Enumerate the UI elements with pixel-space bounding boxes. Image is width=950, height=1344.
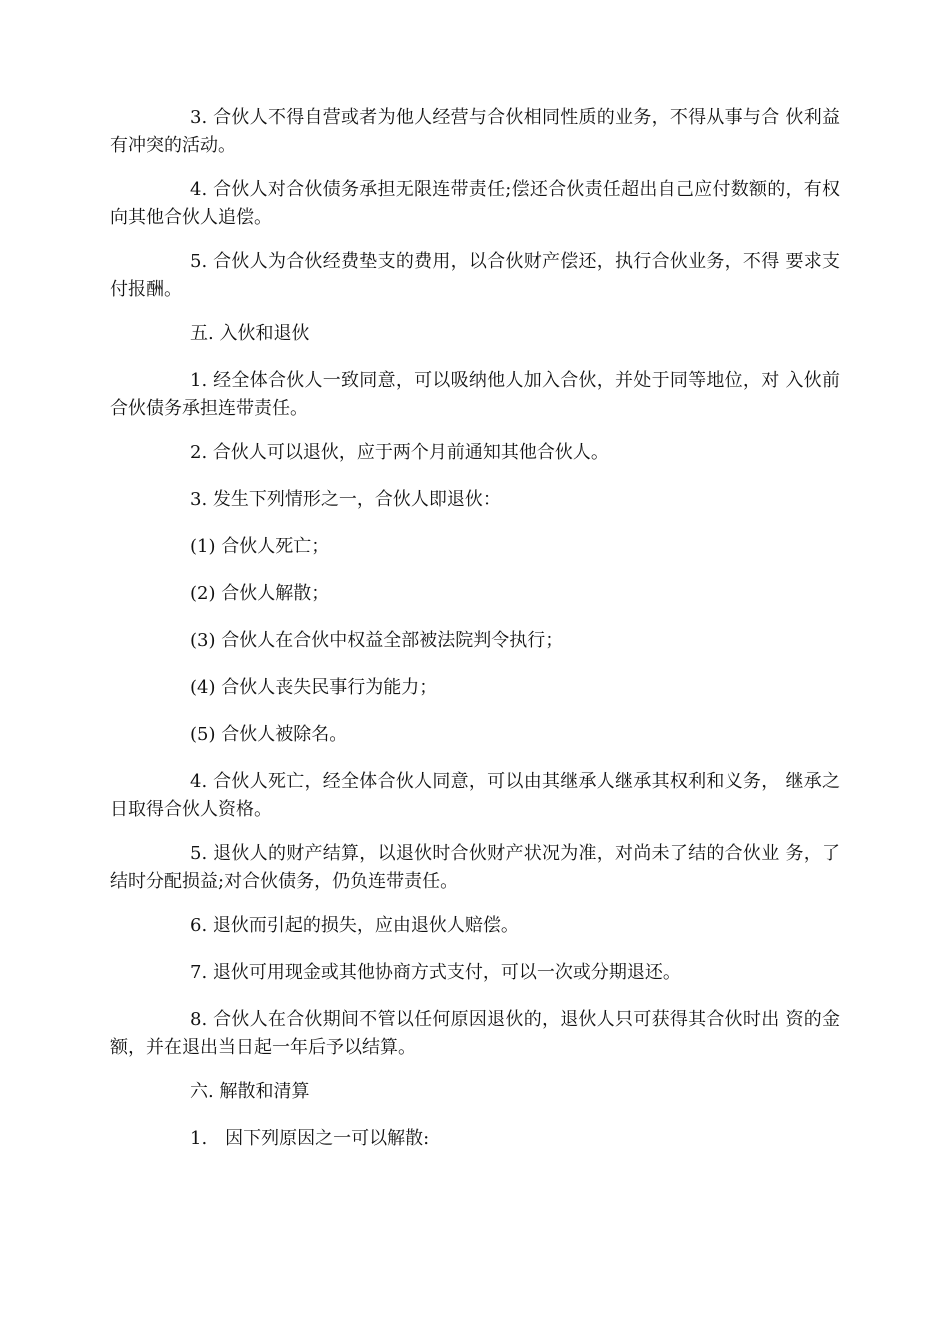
- paragraph-8-capital-return: 8. 合伙人在合伙期间不管以任何原因退伙的，退伙人只可获得其合伙时出 资的金额，并在退出当日起一年后予以结算。: [110, 1009, 840, 1058]
- paragraph-5-settlement: 5. 退伙人的财产结算，以退伙时合伙财产状况为准，对尚未了结的合伙业 务，了结时分配损益;对合伙债务，仍负连带责任。: [110, 843, 840, 892]
- list-item-case-1: (1) 合伙人死亡；: [190, 536, 330, 557]
- paragraph-4-unlimited-liability: 4. 合伙人对合伙债务承担无限连带责任;偿还合伙责任超出自己应付数额的，有权向其他合伙人追偿。: [110, 179, 840, 228]
- list-item-case-2: (2) 合伙人解散；: [190, 583, 330, 604]
- paragraph-5-expenses: 5. 合伙人为合伙经费垫支的费用，以合伙财产偿还，执行合伙业务，不得 要求支付报酬。: [110, 251, 840, 300]
- paragraph-1-admission: 1. 经全体合伙人一致同意，可以吸纳他人加入合伙，并处于同等地位，对 入伙前合伙债务承担连带责任。: [110, 370, 840, 419]
- list-item-case-5: (5) 合伙人被除名。: [190, 724, 348, 745]
- document-body: [110, 104, 840, 1172]
- paragraph-7-payment: 7. 退伙可用现金或其他协商方式支付，可以一次或分期退还。: [190, 962, 681, 983]
- paragraph-6-losses: 6. 退伙而引起的损失，应由退伙人赔偿。: [190, 915, 519, 936]
- section-heading-dissolution: 六. 解散和清算: [190, 1081, 310, 1102]
- paragraph-3-non-compete: 3. 合伙人不得自营或者为他人经营与合伙相同性质的业务，不得从事与合 伙利益有冲突的活动。: [110, 107, 840, 156]
- list-item-case-3: (3) 合伙人在合伙中权益全部被法院判令执行；: [190, 630, 564, 651]
- section-heading-admission-withdrawal: 五. 入伙和退伙: [190, 323, 310, 344]
- paragraph-2-withdrawal-notice: 2. 合伙人可以退伙，应于两个月前通知其他合伙人。: [190, 442, 609, 463]
- paragraph-3-withdrawal-cases: 3. 发生下列情形之一，合伙人即退伙：: [190, 489, 501, 510]
- paragraph-4-inheritance: 4. 合伙人死亡，经全体合伙人同意，可以由其继承人继承其权利和义务， 继承之日取得合伙人资格。: [110, 771, 840, 820]
- list-item-case-4: (4) 合伙人丧失民事行为能力；: [190, 677, 438, 698]
- paragraph-1-dissolution-causes: 1. 因下列原因之一可以解散:: [190, 1128, 430, 1149]
